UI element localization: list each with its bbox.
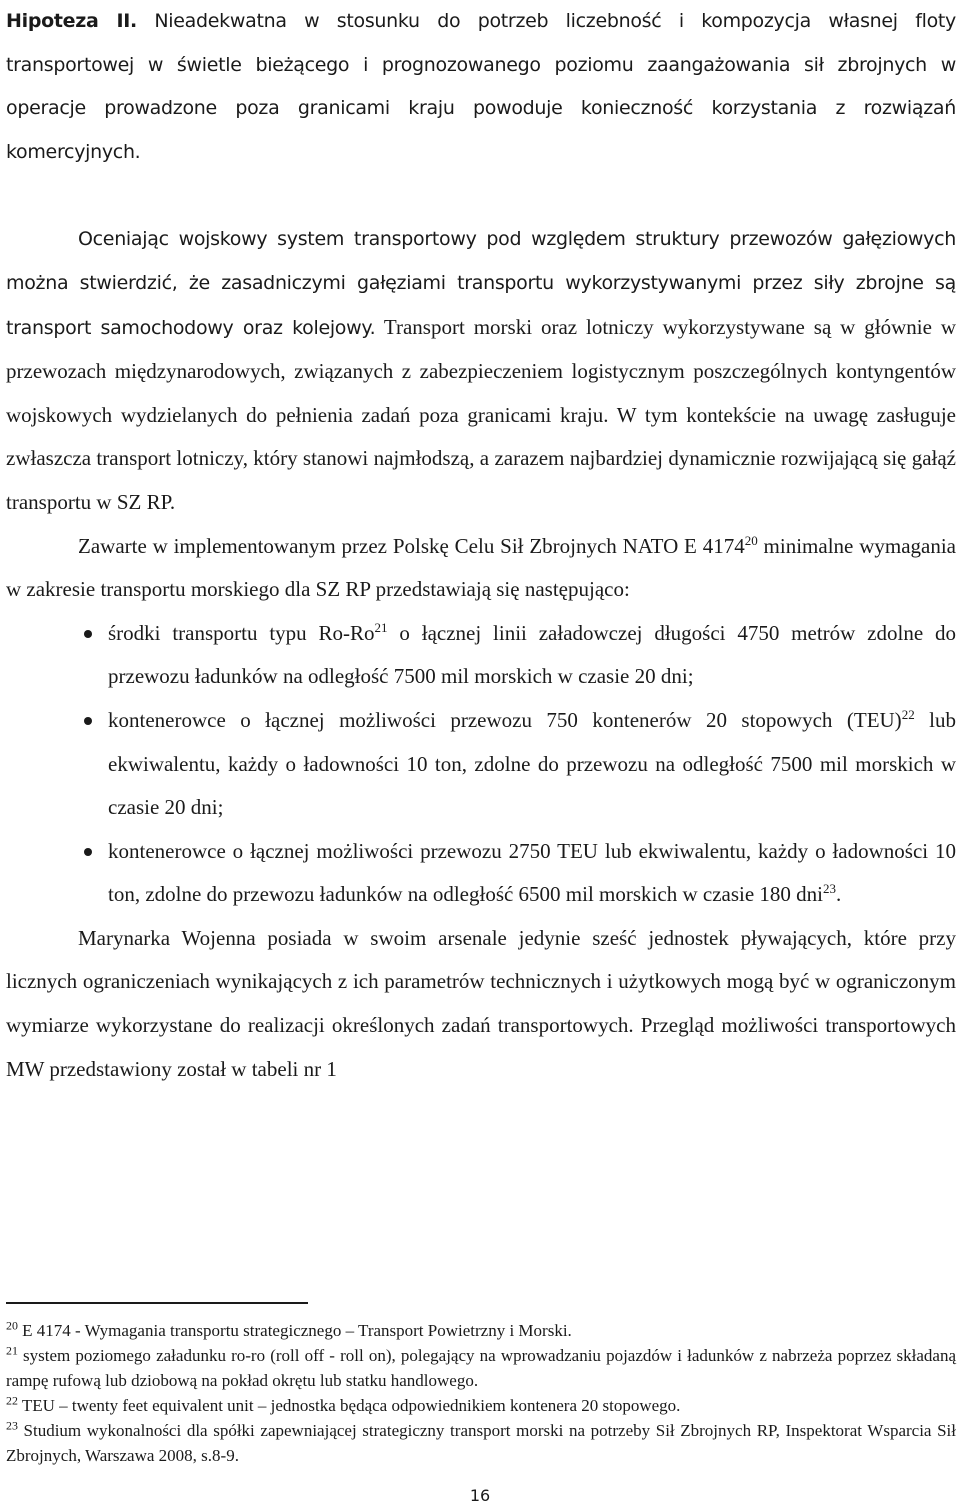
body-paragraph-3 [6, 917, 956, 1091]
footnote-text: E 4174 - Wymagania transportu strategicznego – Transport Powietrzny i Morski. [17, 1321, 572, 1340]
requirements-list [6, 612, 956, 917]
footnote-text: system poziomego załadunku ro-ro (roll off - roll on), polegający na wprowadzaniu pojazdów i ładunków z nabrzeża poprzez składaną rampę rufową lub dziobową na pokład okrętu lub statku handlowego. [6, 1346, 956, 1390]
body-paragraph-2 [6, 525, 956, 612]
hypothesis-label: Hipoteza II. [6, 10, 137, 32]
list-item [6, 612, 956, 699]
list-item-text-after: . [836, 882, 842, 907]
paragraph-2-text: Zawarte w implementowanym przez Polskę Celu Sił Zbrojnych NATO E 4174 [78, 533, 745, 558]
list-item-text: kontenerowce o łącznej możliwości przewozu 2750 TEU lub ekwiwalentu, każdy o ładowności 10 ton, zdolne do przewozu ładunków na odległość 6500 mil morskich w czasie 180 dni [108, 838, 956, 907]
footnote-ref-21[interactable]: 21 [374, 619, 388, 635]
paragraph-2-text-after: minimalne wymagania w zakresie transportu morskiego dla SZ RP przedstawiają się następująco: [6, 533, 956, 602]
footnote-ref-20[interactable]: 20 [744, 532, 758, 548]
page-number: 16 [469, 1486, 491, 1505]
bullet-icon [84, 630, 92, 638]
footnote-number: 23 [6, 1418, 18, 1433]
footnote-21 [6, 1343, 956, 1393]
footnote-ref-22[interactable]: 22 [901, 706, 915, 722]
document-page [6, 0, 956, 1465]
footnote-text: Studium wykonalności dla spółki zapewniającej strategiczny transport morski na potrzeby Sił Zbrojnych RP, Inspektorat Wsparcia Sił Zbrojnych, Warszawa 2008, s.8-9. [6, 1421, 956, 1465]
footnote-text: TEU – twenty feet equivalent unit – jednostka będąca odpowiednikiem kontenera 20 stopowego. [17, 1396, 681, 1415]
bullet-icon [84, 717, 92, 725]
footnotes [6, 1318, 956, 1468]
footnote-number: 20 [6, 1318, 18, 1333]
list-item-text: środki transportu typu Ro-Ro [108, 620, 375, 645]
footnote-20 [6, 1318, 956, 1343]
list-item [6, 699, 956, 830]
paragraph-3-text: Marynarka Wojenna posiada w swoim arsenale jedynie sześć jednostek pływających, które przy licznych ograniczeniach wynikających z ich parametrów technicznych i użytkowych mogą być w ograniczonym wymiarze wykorzystane do realizacji określonych zadań transportowych. Przegląd możliwości transportowych MW przedstawiony został w tabeli nr 1 [6, 925, 956, 1081]
bullet-icon [84, 848, 92, 856]
footnote-23 [6, 1418, 956, 1468]
body-paragraph-1 [6, 218, 956, 524]
paragraph-spacer [6, 174, 956, 218]
hypothesis-text: Nieadekwatna w stosunku do potrzeb liczebność i kompozycja własnej floty transportowej w świetle bieżącego i prognozowanego poziomu zaangażowania sił zbrojnych w operacje prowadzone poza granicami kraju powoduje konieczność korzystania z rozwiązań komercyjnych. [6, 10, 956, 163]
list-item-text: kontenerowce o łącznej możliwości przewozu 750 kontenerów 20 stopowych (TEU) [108, 707, 902, 732]
footnote-ref-23[interactable]: 23 [823, 881, 837, 897]
footnote-divider [6, 1302, 308, 1304]
hypothesis-paragraph [6, 0, 956, 174]
list-item-text-after: o łącznej linii załadowczej długości 4750 metrów zdolne do przewozu ładunków na odległość 7500 mil morskich w czasie 20 dni; [108, 620, 956, 689]
footnote-number: 22 [6, 1393, 18, 1408]
paragraph-1-sans-text: Oceniając wojskowy system transportowy pod względem struktury przewozów gałęziowych można stwierdzić, że zasadniczymi gałęziami transportu wykorzystywanymi przez siły zbrojne są transport samochodowy oraz kolejowy. [6, 228, 956, 339]
paragraph-1-serif-text: Transport morski oraz lotniczy wykorzystywane są w głównie w przewozach międzynarodowych, związanych z zabezpieczeniem logistycznym poszczególnych kontyngentów wojskowych wydzielanych do pełnienia zadań poza granicami kraju. W tym kontekście na uwagę zasługuje zwłaszcza transport lotniczy, który stanowi najmłodszą, a zarazem najbardziej dynamicznie rozwijającą się gałąź transportu w SZ RP. [6, 314, 956, 514]
footnote-number: 21 [6, 1343, 18, 1358]
list-item [6, 830, 956, 917]
footnote-22 [6, 1393, 956, 1418]
list-item-text-after: lub ekwiwalentu, każdy o ładowności 10 ton, zdolne do przewozu na odległość 7500 mil morskich w czasie 20 dni; [108, 707, 956, 820]
